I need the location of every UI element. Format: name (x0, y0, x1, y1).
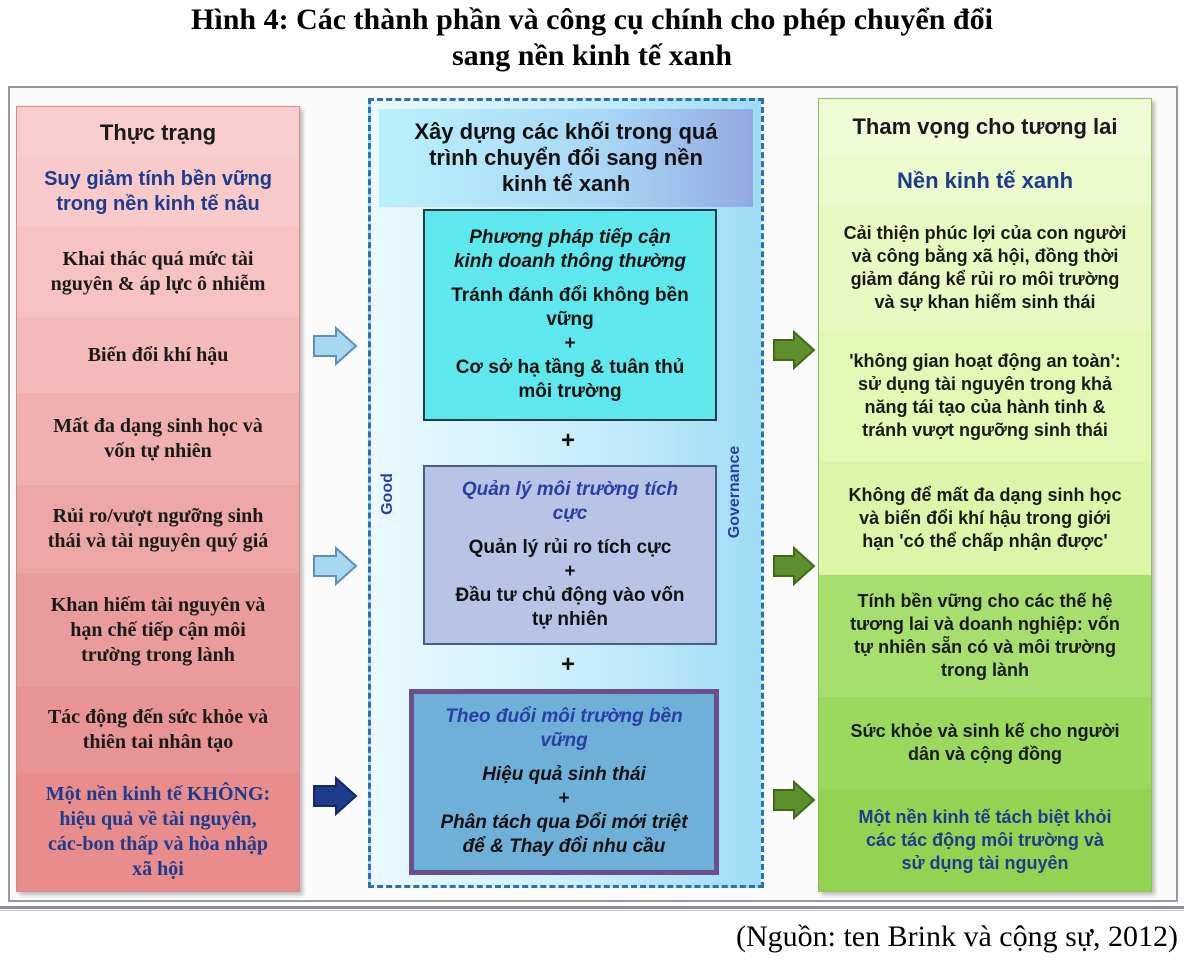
box1-title-line-2: kinh doanh thông thường (453, 251, 687, 272)
left-row-8-line-2: hiệu quả về tài nguyên, (59, 808, 257, 830)
right-row-6 (819, 697, 1151, 789)
proactive-management-box (423, 465, 717, 645)
good-label: Good (378, 473, 396, 515)
left-row-4-line-2: vốn tự nhiên (104, 440, 212, 462)
left-row-8 (17, 773, 299, 891)
right-row-2-line-4: và sự khan hiếm sinh thái (874, 292, 1096, 312)
plus-1: + (561, 427, 576, 454)
right-row-1 (819, 155, 1151, 205)
right-row-4 (819, 461, 1151, 575)
left-row-5-line-1: Rủi ro/vượt ngưỡng sinh (52, 505, 264, 527)
future-ambition-column (818, 98, 1152, 892)
source-citation: (Nguồn: ten Brink và cộng sự, 2012) (735, 920, 1178, 953)
box1-item2-line-2: môi trường (518, 381, 622, 402)
right-row-3 (819, 331, 1151, 461)
left-row-6-line-2: hạn chế tiếp cận môi (70, 618, 246, 641)
right-row-5-line-4: trong lành (941, 660, 1029, 680)
right-row-3-line-4: tránh vượt ngưỡng sinh thái (862, 420, 1108, 440)
box3-item2-line-1: Phân tách qua Đổi mới triệt (440, 812, 688, 833)
left-row-2-line-1: Khai thác quá mức tài (62, 248, 254, 270)
box2-item2-line-2: tự nhiên (531, 609, 609, 630)
box1-title-line-1: Phương pháp tiếp cận (469, 227, 671, 248)
right-row-7 (819, 789, 1151, 891)
left-row-2 (17, 227, 299, 317)
governance-label: Governance (726, 445, 744, 539)
right-row-3-line-2: sử dụng tài nguyên trong khả (857, 374, 1113, 394)
left-row-1-line-2: trong nền kinh tế nâu (56, 193, 260, 215)
building-blocks-header-line-3: kinh tế xanh (501, 171, 631, 196)
arrow-light-1-icon (312, 326, 358, 366)
building-blocks-header (379, 109, 753, 207)
right-row-6-line-1: Sức khỏe và sinh kế cho người (850, 721, 1120, 741)
left-row-8-line-4: xã hội (132, 858, 184, 880)
left-row-1 (17, 157, 299, 227)
right-row-2-line-1: Cải thiện phúc lợi của con người (843, 223, 1127, 243)
left-row-7-line-2: thiên tai nhân tạo (82, 731, 234, 753)
right-row-5 (819, 575, 1151, 697)
left-row-6 (17, 573, 299, 687)
arrow-green-1-icon (772, 330, 816, 370)
left-row-5 (17, 485, 299, 573)
future-ambition-header: Tham vọng cho tương lai (819, 99, 1151, 155)
left-row-7-line-1: Tác động đến sức khỏe và (47, 706, 269, 728)
building-blocks-header-line-2: trình chuyển đổi sang nền (429, 145, 703, 170)
box2-item2-line-1: Đầu tư chủ động vào vốn (455, 585, 685, 606)
left-row-6-line-1: Khan hiếm tài nguyên và (50, 593, 266, 616)
arrow-dark-icon (312, 776, 358, 816)
box2-title-line-1: Quản lý môi trường tích (461, 479, 679, 500)
box1-item2-line-1: Cơ sở hạ tầng & tuân thủ (455, 357, 685, 378)
box3-item1: Hiệu quả sinh thái (482, 764, 646, 785)
box2-plus: + (564, 561, 576, 582)
right-row-4-line-2: và biến đổi khí hậu trong giới (859, 507, 1111, 528)
right-row-2-line-3: giảm đáng kể rủi ro môi trường (850, 269, 1120, 289)
right-row-7-line-1: Một nền kinh tế tách biệt khỏi (858, 806, 1112, 827)
right-row-2 (819, 205, 1151, 331)
left-row-5-line-2: thái và tài nguyên quý giá (47, 530, 269, 552)
left-row-4-line-1: Mất đa dạng sinh học và (53, 415, 263, 437)
right-row-6-line-2: dân và cộng đồng (907, 744, 1062, 764)
left-row-2-line-2: nguyên & áp lực ô nhiễm (50, 273, 266, 295)
arrow-green-3-icon (772, 780, 816, 820)
right-row-4-line-3: hạn 'có thể chấp nhận được' (862, 530, 1108, 551)
left-row-3 (17, 317, 299, 393)
left-row-3-line-1: Biến đổi khí hậu (87, 343, 229, 366)
box2-title-line-2: cực (552, 503, 588, 524)
box2-item1: Quản lý rủi ro tích cực (468, 537, 672, 558)
arrow-green-2-icon (772, 546, 816, 586)
right-row-4-line-1: Không để mất đa dạng sinh học (848, 484, 1122, 505)
figure-title (0, 2, 1184, 74)
right-row-3-line-3: năng tái tạo của hành tinh & (864, 397, 1106, 417)
figure-title-line-2: sang nền kinh tế xanh (451, 39, 733, 72)
arrow-light-2-icon (312, 546, 358, 586)
right-row-5-line-2: tương lai và doanh nghiệp: vốn (850, 614, 1120, 634)
box1-item1-line-1: Tránh đánh đổi không bền (451, 285, 689, 306)
box3-title-line-2: vững (540, 730, 588, 751)
current-state-header: Thực trạng (17, 107, 299, 157)
right-row-3-line-1: 'không gian hoạt động an toàn': (849, 351, 1121, 371)
bottom-rule (0, 906, 1184, 909)
left-row-8-line-1: Một nền kinh tế KHÔNG: (45, 783, 271, 805)
right-row-5-line-1: Tính bền vững cho các thế hệ (857, 591, 1113, 611)
current-state-column (16, 106, 300, 892)
right-row-2-line-2: và công bằng xã hội, đồng thời (851, 246, 1119, 266)
left-row-6-line-3: trường trong lành (81, 643, 235, 666)
green-economy-label: Nền kinh tế xanh (896, 167, 1074, 193)
left-row-8-line-3: các-bon thấp và hòa nhập (47, 833, 269, 855)
right-row-7-line-3: sử dụng tài nguyên (901, 852, 1069, 873)
right-row-7-line-2: các tác động môi trường và (866, 829, 1104, 850)
left-row-1-line-1: Suy giảm tính bền vững (44, 168, 272, 190)
building-blocks-column (368, 98, 764, 888)
bottom-rule-thin (0, 910, 1184, 911)
business-as-usual-box (423, 209, 717, 421)
right-row-5-line-3: tự nhiên sẵn có và môi trường (854, 637, 1116, 657)
figure-title-line-1: Hình 4: Các thành phần và công cụ chính cho phép chuyển đổi (191, 3, 993, 36)
box1-item1-line-2: vững (546, 309, 594, 330)
box3-title-line-1: Theo đuổi môi trường bền (445, 706, 683, 727)
plus-2: + (561, 651, 576, 678)
box1-plus: + (564, 333, 576, 354)
left-row-7 (17, 687, 299, 773)
box3-plus: + (558, 788, 570, 809)
box3-item2-line-2: để & Thay đổi nhu cầu (462, 836, 666, 857)
building-blocks-header-line-1: Xây dựng các khối trong quá (414, 119, 718, 144)
sustainable-pursuit-box (409, 689, 719, 875)
left-row-4 (17, 393, 299, 485)
